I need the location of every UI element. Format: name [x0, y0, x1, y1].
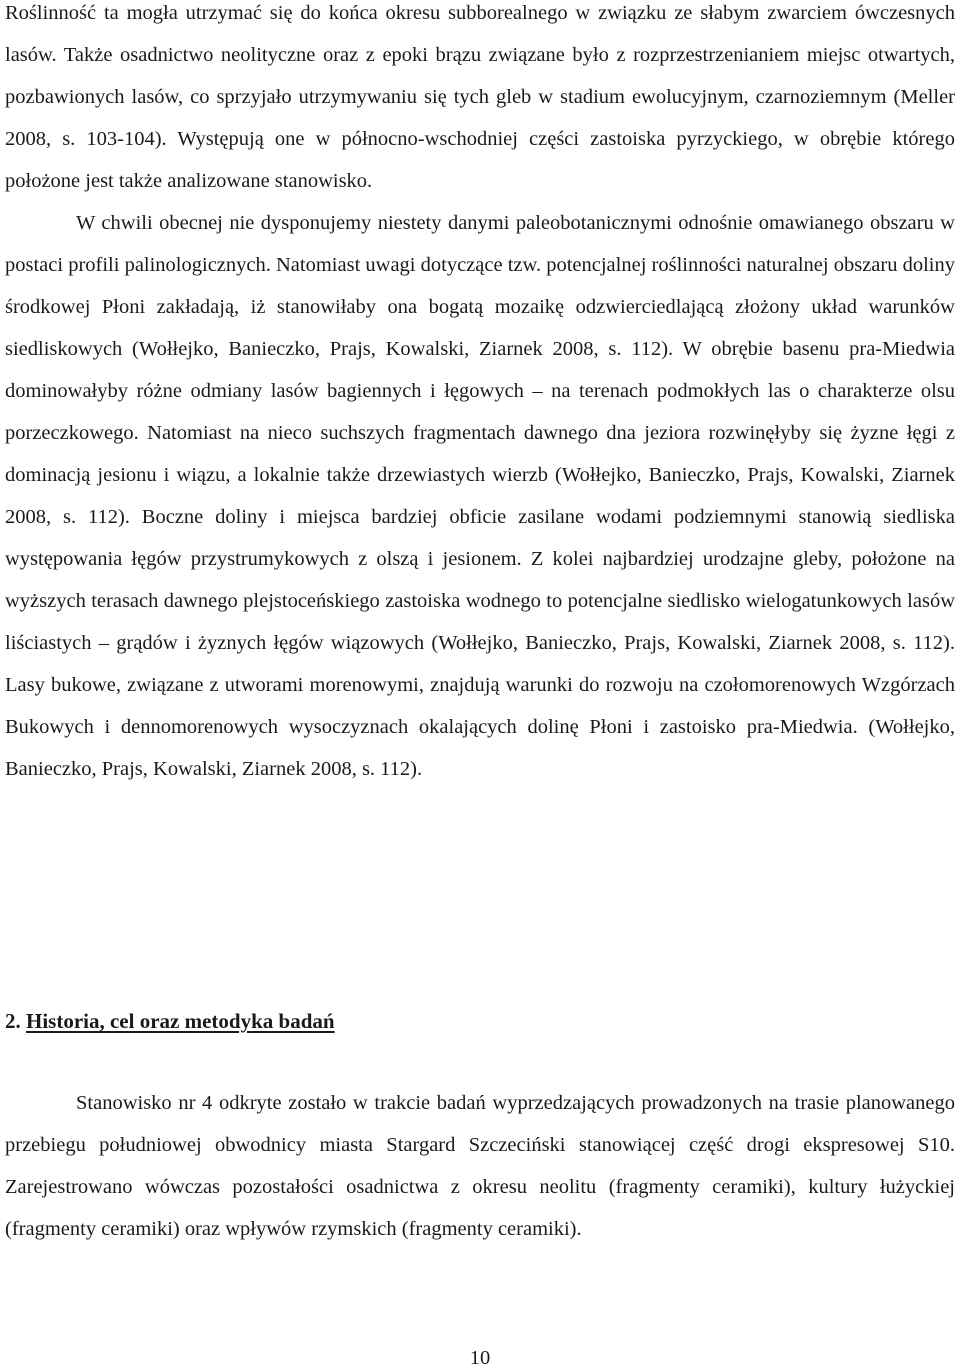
body-paragraph: Roślinność ta mogła utrzymać się do końca okresu subborealnego w związku ze słabym zwarciem ówczesnych lasów. Także osadnictwo neolityczne oraz z epoki brązu związane było z rozprzestrzenianiem miejsc otwartych, pozbawionych lasów, co sprzyjało utrzymywaniu się tych gleb w stadium ewolucyjnym, czarnoziemnym (Meller 2008, s. 103-104). Występują one w północno-wschodniej części zastoiska pyrzyckiego, w obrębie którego położone jest także analizowane stanowisko.: [5, 2, 955, 192]
section-number: 2.: [5, 1009, 21, 1033]
section-heading: [5, 1000, 335, 1042]
section-title: Historia, cel oraz metodyka badań: [26, 1009, 335, 1033]
document-body: [5, 0, 955, 790]
page-number: 10: [469, 1347, 491, 1369]
body-paragraph: Stanowisko nr 4 odkryte zostało w trakcie badań wyprzedzających prowadzonych na trasie planowanego przebiegu południowej obwodnicy miasta Stargard Szczeciński stanowiącej część drogi ekspresowej S10. Zarejestrowano wówczas pozostałości osadnictwa z okresu neolitu (fragmenty ceramiki), kultury łużyckiej (fragmenty ceramiki) oraz wpływów rzymskich (fragmenty ceramiki).: [5, 1092, 955, 1240]
body-paragraph: W chwili obecnej nie dysponujemy niestety danymi paleobotanicznymi odnośnie omawianego obszaru w postaci profili palinologicznych. Natomiast uwagi dotyczące tzw. potencjalnej roślinności naturalnej obszaru doliny środkowej Płoni zakładają, iż stanowiłaby ona bogatą mozaikę odzwierciedlającą złożony układ warunków siedliskowych (Wołłejko, Banieczko, Prajs, Kowalski, Ziarnek 2008, s. 112). W obrębie basenu pra-Miedwia dominowałyby różne odmiany lasów bagiennych i łęgowych – na terenach podmokłych las o charakterze olsu porzeczkowego. Natomiast na nieco suchszych fragmentach dawnego dna jeziora rozwinęłyby się żyzne łęgi z dominacją jesionu i wiązu, a lokalnie także drzewiastych wierzb (Wołłejko, Banieczko, Prajs, Kowalski, Ziarnek 2008, s. 112). Boczne doliny i miejsca bardziej obficie zasilane wodami podziemnymi stanowią siedliska występowania łęgów przystrumykowych z olszą i jesionem. Z kolei najbardziej urodzajne gleby, położone na wyższych terasach dawnego plejstoceńskiego zastoiska wodnego to potencjalne siedlisko wielogatunkowych lasów liściastych – grądów i żyznych łęgów wiązowych (Wołłejko, Banieczko, Prajs, Kowalski, Ziarnek 2008, s. 112). Lasy bukowe, związane z utworami morenowymi, znajdują warunki do rozwoju na czołomorenowych Wzgórzach Bukowych i dennomorenowych wysoczyznach okalających dolinę Płoni i zastoisko pra-Miedwia. (Wołłejko, Banieczko, Prajs, Kowalski, Ziarnek 2008, s. 112).: [5, 212, 955, 780]
section-body: [5, 1082, 955, 1250]
